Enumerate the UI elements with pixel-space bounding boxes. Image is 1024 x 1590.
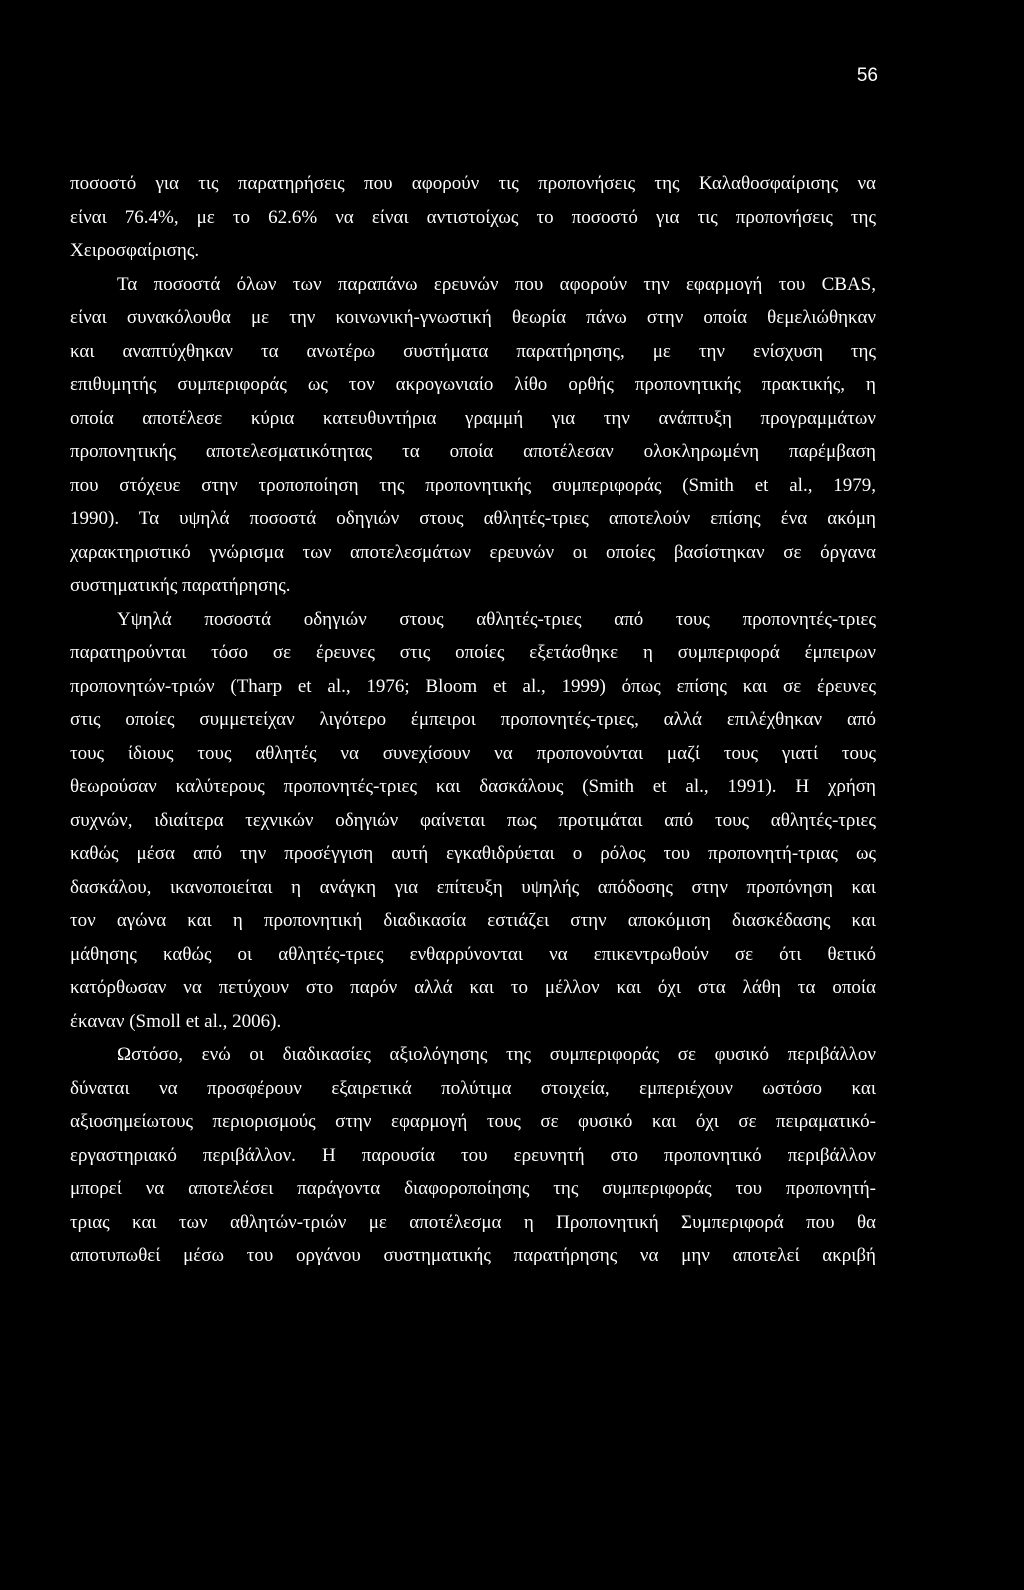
text-line: προπονητών-τριών (Tharp et al., 1976; Bloom et al., 1999) όπως επίσης και σε έρευνες (70, 675, 876, 697)
text-line: έκαναν (Smoll et al., 2006). (70, 1010, 282, 1032)
text-line: χαρακτηριστικό γνώρισμα των αποτελεσμάτων ερευνών οι οποίες βασίστηκαν σε όργανα (70, 541, 876, 563)
text-line: που στόχευε στην τροποποίηση της προπονητικής συμπεριφοράς (Smith et al., 1979, (70, 474, 876, 496)
text-line: Ωστόσο, ενώ οι διαδικασίες αξιολόγησης της συμπεριφοράς σε φυσικό περιβάλλον (117, 1044, 876, 1065)
text-line: παρατηρούνται τόσο σε έρευνες στις οποίες εξετάσθηκε η συμπεριφορά έμπειρων (70, 642, 876, 663)
text-line: τριας και των αθλητών-τριών με αποτέλεσμα η Προπονητική Συμπεριφορά που θα (70, 1211, 876, 1233)
text-line: συχνών, ιδιαίτερα τεχνικών οδηγιών φαίνεται πως προτιμάται από τους αθλητές-τριες (70, 809, 876, 831)
text-line: καθώς μέσα από την προσέγγιση αυτή εγκαθιδρύεται ο ρόλος του προπονητή-τριας ως (70, 843, 876, 864)
text-line: προπονητικής αποτελεσματικότητας τα οποία αποτέλεσαν ολοκληρωμένη παρέμβαση (70, 441, 876, 462)
text-line: 1990). Τα υψηλά ποσοστά οδηγιών στους αθλητές-τριες αποτελούν επίσης ένα ακόμη (70, 508, 876, 529)
text-line: αποτυπωθεί μέσω του οργάνου συστηματικής παρατήρησης να μην αποτελεί ακριβή (70, 1245, 876, 1266)
text-line: τον αγώνα και η προπονητική διαδικασία εστιάζει στην αποκόμιση διασκέδασης και (70, 910, 876, 931)
text-line: ποσοστό για τις παρατηρήσεις που αφορούν τις προπονήσεις της Καλαθοσφαίρισης να (70, 173, 876, 194)
text-line: Υψηλά ποσοστά οδηγιών στους αθλητές-τριες από τους προπονητές-τριες (117, 608, 876, 630)
text-line: στις οποίες συμμετείχαν λιγότερο έμπειροι προπονητές-τριες, αλλά επιλέχθηκαν από (70, 709, 876, 730)
text-line: Τα ποσοστά όλων των παραπάνω ερευνών που αφορούν την εφαρμογή του CBAS, (117, 273, 876, 295)
text-line: μάθησης καθώς οι αθλητές-τριες ενθαρρύνονται να επικεντρωθούν σε ότι θετικό (70, 943, 876, 965)
text-line: και αναπτύχθηκαν τα ανωτέρω συστήματα παρατήρησης, με την ενίσχυση της (70, 340, 876, 362)
text-line: οποία αποτέλεσε κύρια κατευθυντήρια γραμμή για την ανάπτυξη προγραμμάτων (70, 407, 876, 429)
text-line: είναι συνακόλουθα με την κοινωνική-γνωστική θεωρία πάνω στην οποία θεμελιώθηκαν (70, 307, 876, 328)
text-line: συστηματικής παρατήρησης. (70, 575, 291, 596)
text-line: αξιοσημείωτους περιορισμούς στην εφαρμογή τους σε φυσικό και όχι σε πειραματικό- (70, 1111, 876, 1132)
text-line: επιθυμητής συμπεριφοράς ως τον ακρογωνιαίο λίθο ορθής προπονητικής πρακτικής, η (70, 374, 876, 395)
text-line: Χειροσφαίρισης. (70, 240, 200, 261)
text-line: μπορεί να αποτελέσει παράγοντα διαφοροποίησης της συμπεριφοράς του προπονητή- (70, 1178, 876, 1199)
body-text (70, 167, 876, 1273)
text-line: δασκάλου, ικανοποιείται η ανάγκη για επίτευξη υψηλής απόδοσης στην προπόνηση και (70, 876, 876, 898)
text-line: τους ίδιους τους αθλητές να συνεχίσουν να προπονούνται μαζί τους γιατί τους (70, 742, 876, 764)
page-number: 56 (856, 65, 878, 86)
text-line: κατόρθωσαν να πετύχουν στο παρόν αλλά και το μέλλον και όχι στα λάθη τα οποία (70, 977, 876, 998)
text-line: δύναται να προσφέρουν εξαιρετικά πολύτιμα στοιχεία, εμπεριέχουν ωστόσο και (70, 1077, 876, 1099)
text-line: θεωρούσαν καλύτερους προπονητές-τριες και δασκάλους (Smith et al., 1991). Η χρήση (70, 776, 876, 797)
text-line: είναι 76.4%, με το 62.6% να είναι αντιστοίχως το ποσοστό για τις προπονήσεις της (70, 206, 876, 228)
text-line: εργαστηριακό περιβάλλον. Η παρουσία του ερευνητή στο προπονητικό περιβάλλον (70, 1144, 876, 1166)
